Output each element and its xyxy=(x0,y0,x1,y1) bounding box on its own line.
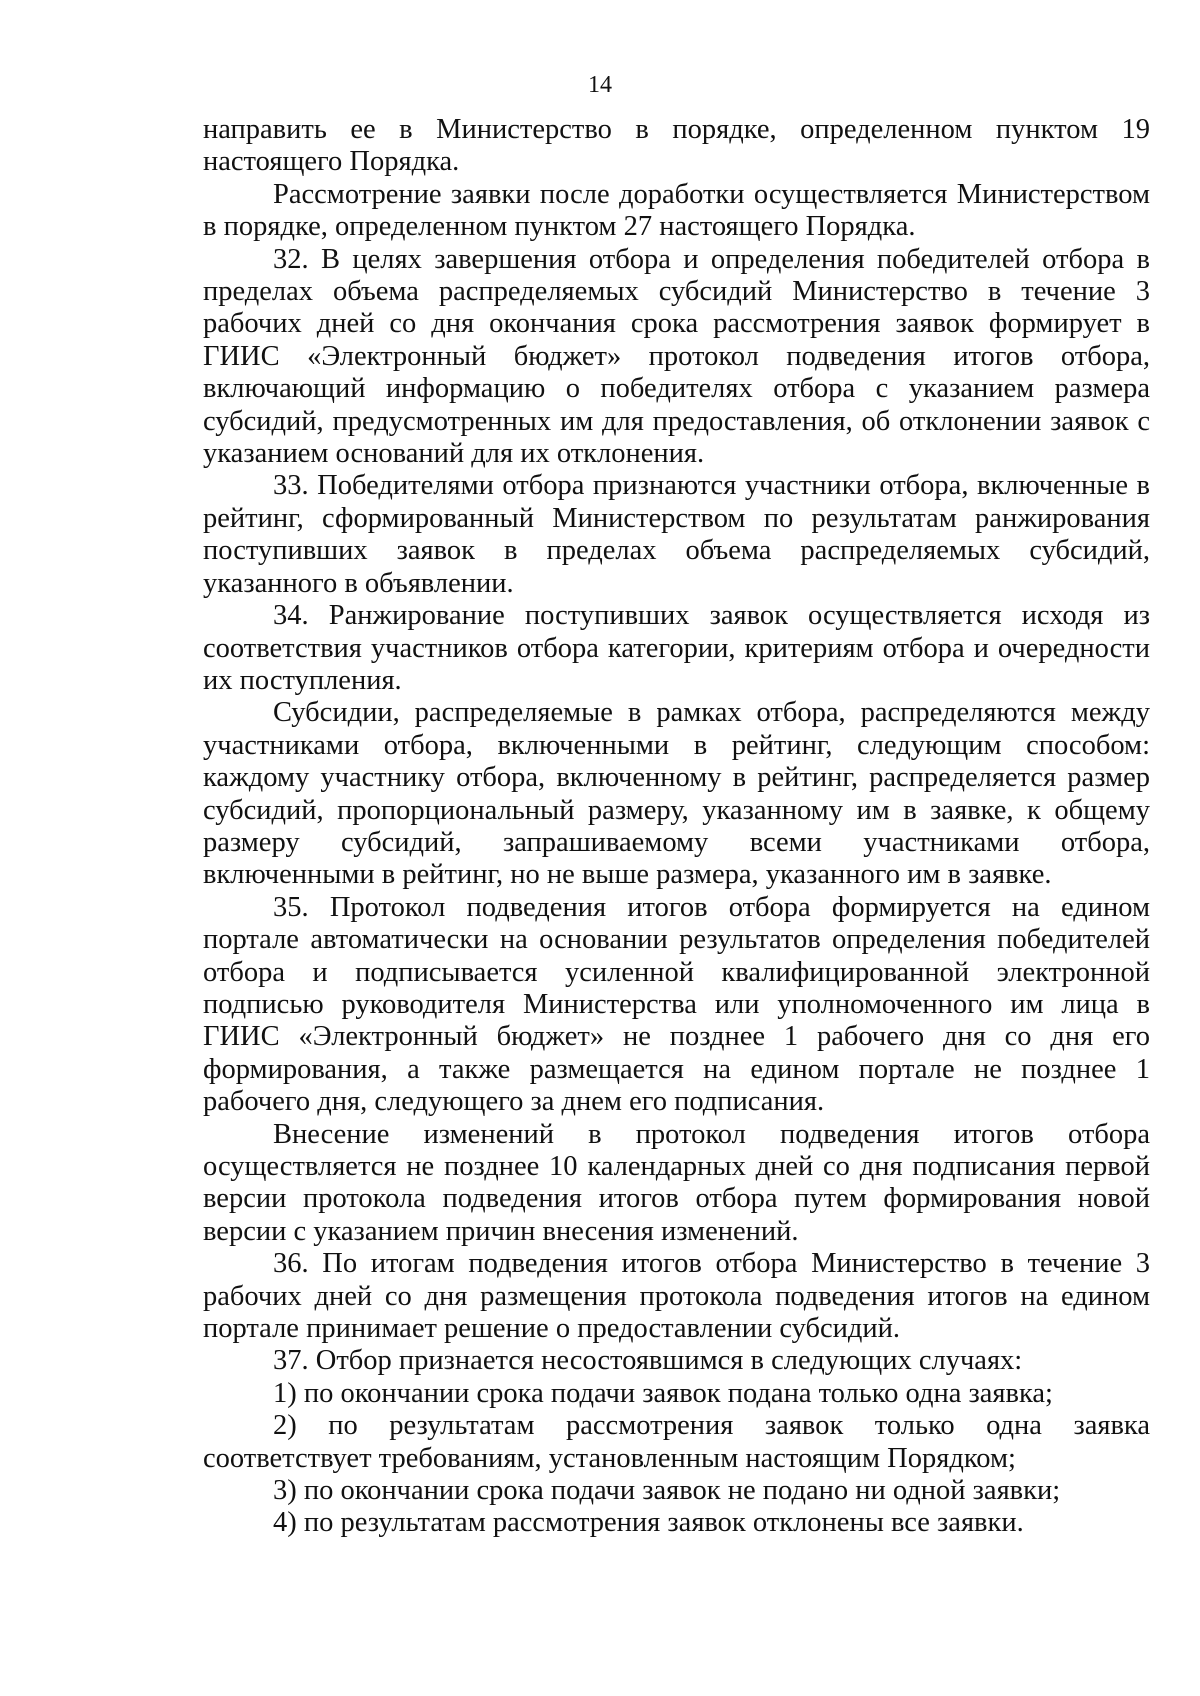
paragraph-37: 37. Отбор признается несостоявшимся в следующих случаях: xyxy=(273,1345,1023,1377)
page-number: 14 xyxy=(588,72,612,98)
paragraph-review-after-revision: Рассмотрение заявки после доработки осуществляется Министерством в порядке, определенном пунктом 27 настоящего Порядка. xyxy=(203,178,1150,243)
paragraph-subsidy-distribution: Субсидии, распределяемые в рамках отбора, распределяются между участниками отбора, включенными в рейтинг, следующим способом: каждому участнику отбора, включенному в рейтинг, распределяется размер субсидий, пропорциональный размеру, указанному им в заявке, к общему размеру субсидий, запрашиваемому всеми участниками отбора, включенными в рейтинг, но не выше размера, указанного им в заявке. xyxy=(203,697,1150,891)
paragraph-32: 32. В целях завершения отбора и определения победителей отбора в пределах объема распределяемых субсидий Министерство в течение 3 рабочих дней со дня окончания срока рассмотрения заявок формирует в ГИИС «Электронный бюджет» протокол подведения итогов отбора, включающий информацию о победителях отбора с указанием размера субсидий, предусмотренных им для предоставления, об отклонении заявок с указанием оснований для их отклонения. xyxy=(203,243,1150,470)
list-item-4: 4) по результатам рассмотрения заявок отклонены все заявки. xyxy=(273,1507,1024,1539)
paragraph-protocol-changes: Внесение изменений в протокол подведения итогов отбора осуществляется не позднее 10 календарных дней со дня подписания первой версии протокола подведения итогов отбора путем формирования новой версии с указанием причин внесения изменений. xyxy=(203,1118,1150,1247)
list-item-1: 1) по окончании срока подачи заявок подана только одна заявка; xyxy=(273,1377,1053,1409)
document-body xyxy=(203,114,1150,1540)
paragraph-35: 35. Протокол подведения итогов отбора формируется на едином портале автоматически на основании результатов определения победителей отбора и подписывается усиленной квалифицированной электронной подписью руководителя Министерства или уполномоченного им лица в ГИИС «Электронный бюджет» не позднее 1 рабочего дня со дня его формирования, а также размещается на едином портале не позднее 1 рабочего дня, следующего за днем его подписания. xyxy=(203,891,1150,1118)
paragraph-33: 33. Победителями отбора признаются участники отбора, включенные в рейтинг, сформированный Министерством по результатам ранжирования поступивших заявок в пределах объема распределяемых субсидий, указанного в объявлении. xyxy=(203,470,1150,599)
paragraph-34: 34. Ранжирование поступивших заявок осуществляется исходя из соответствия участников отбора категории, критериям отбора и очередности их поступления. xyxy=(203,600,1150,696)
list-item-2: 2) по результатам рассмотрения заявок только одна заявка соответствует требованиям, установленным настоящим Порядком; xyxy=(203,1410,1150,1474)
list-item-3: 3) по окончании срока подачи заявок не подано ни одной заявки; xyxy=(273,1475,1061,1507)
paragraph-36: 36. По итогам подведения итогов отбора Министерство в течение 3 рабочих дней со дня размещения протокола подведения итогов на едином портале принимает решение о предоставлении субсидий. xyxy=(203,1248,1150,1345)
paragraph-continuation: направить ее в Министерство в порядке, определенном пунктом 19 настоящего Порядка. xyxy=(203,114,1150,178)
